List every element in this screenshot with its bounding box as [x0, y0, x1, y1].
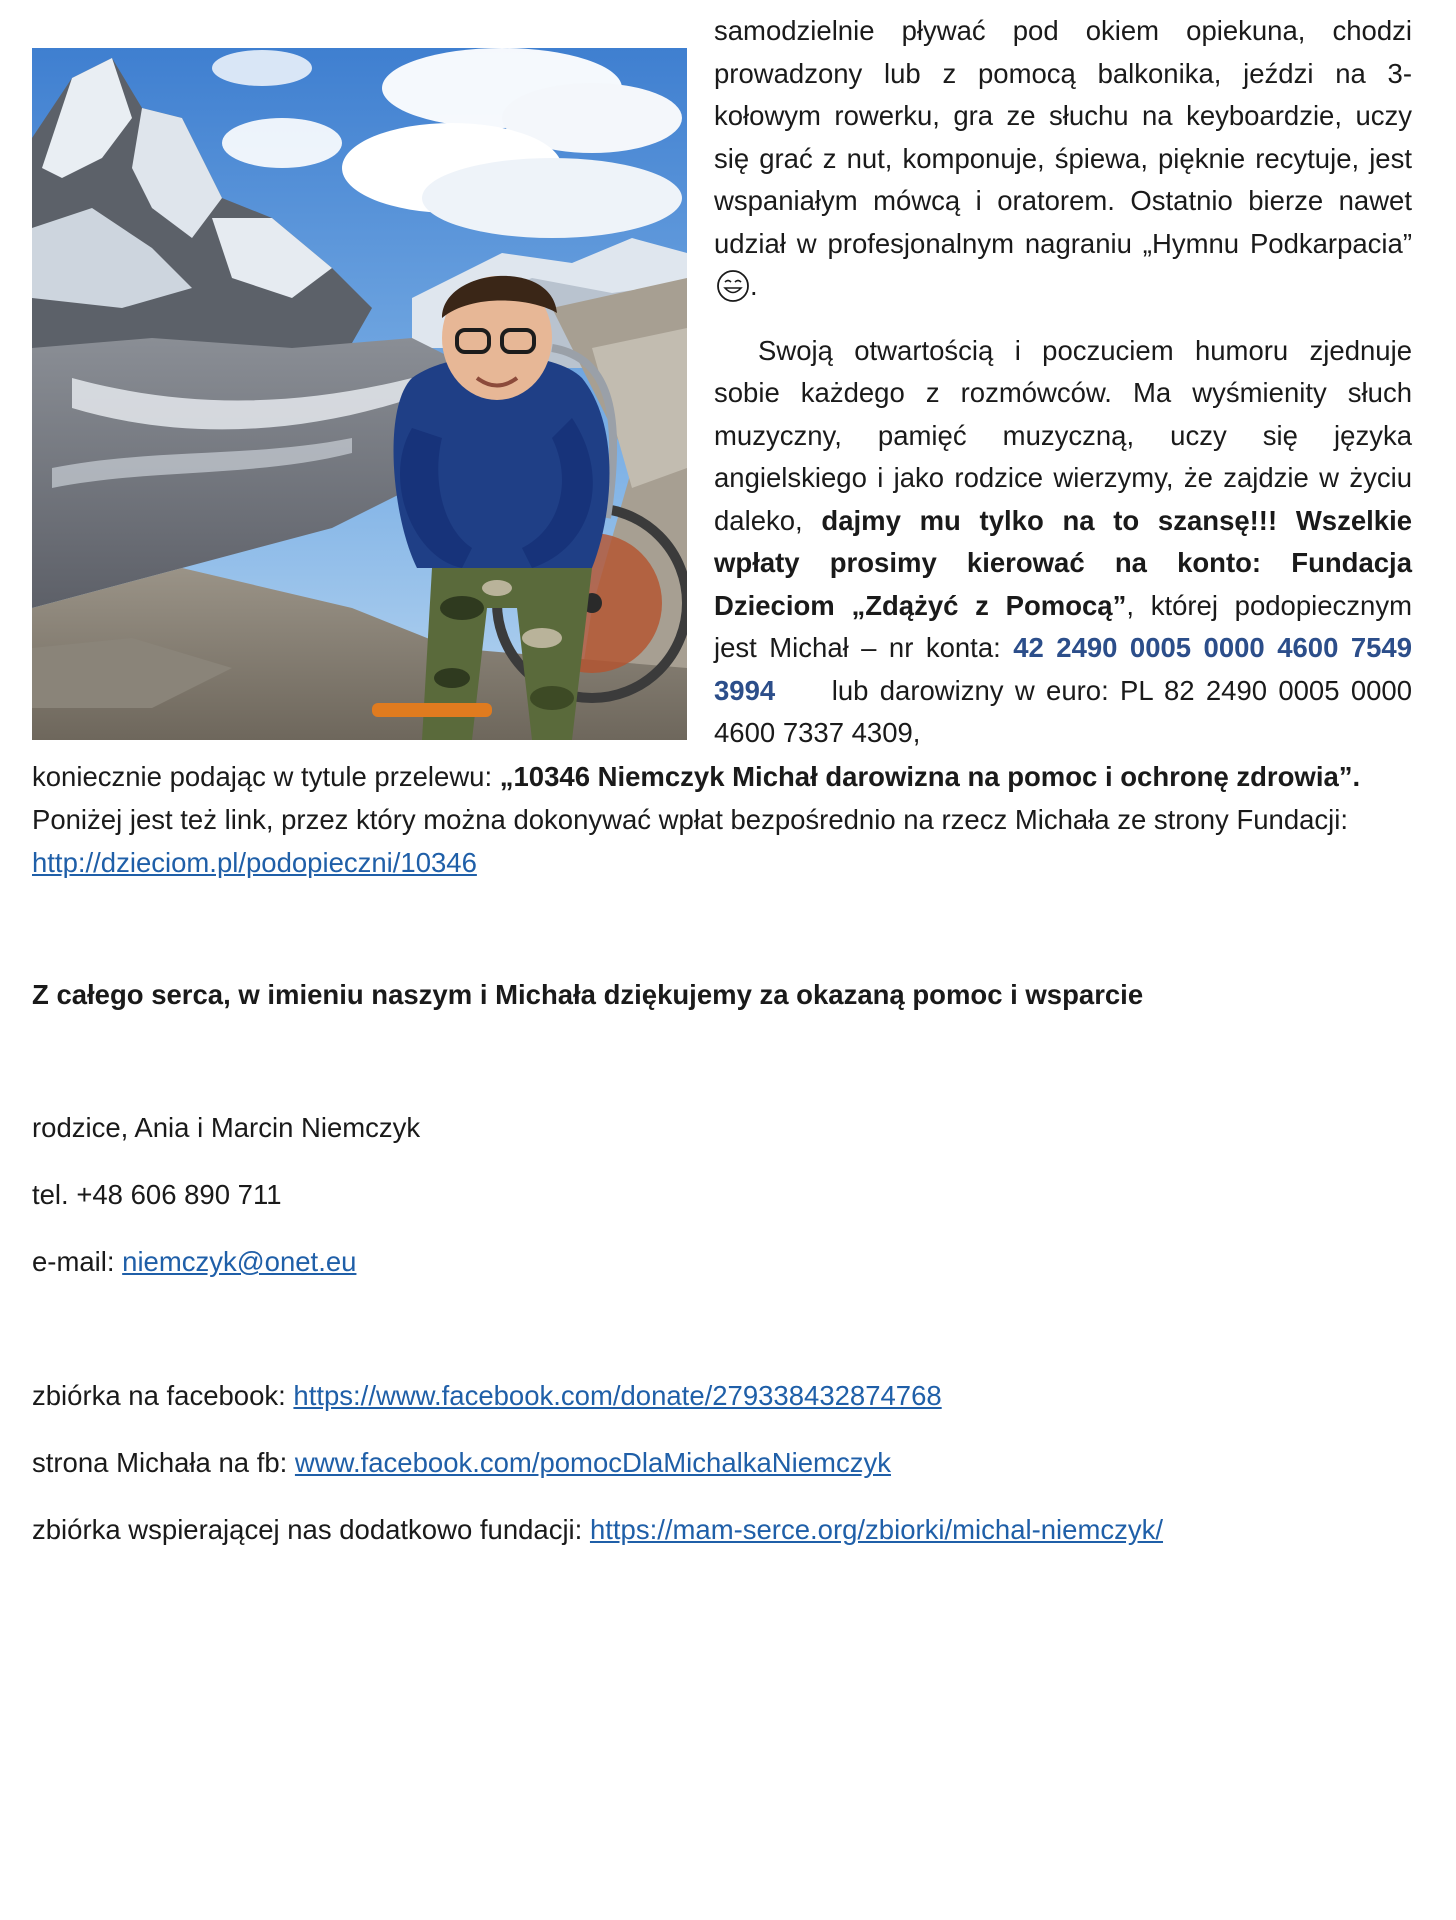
parents-name: rodzice, Ania i Marcin Niemczyk: [32, 1112, 421, 1143]
paragraph-activities-text: samodzielnie pływać pod okiem opiekuna, chodzi prowadzony lub z pomocą balkonika, jeździ na 3- kołowym rowerku, gra ze słuchu na keyboardzie, uczy się grać z nut, komponuje, śpiewa, pięknie recytuje, jest wspaniałym mówcą i oratorem. Ostatnio bierze nawet udział w profesjonalnym nagraniu „Hymnu Podkarpacia”: [714, 15, 1412, 259]
email-label: e-mail:: [32, 1246, 115, 1277]
photo-image-icon: [32, 48, 687, 740]
donation-call-bold: dajmy mu tylko na to szansę!!! Wszelkie wpłaty prosimy kierować na konto: Fundacja Dzieciom „Zdążyć z Pomocą”: [714, 504, 1412, 621]
facebook-fundraiser-line: [32, 1375, 1414, 1418]
paragraph-donations: [714, 330, 1412, 755]
transfer-title-line: [32, 756, 1414, 799]
paragraph-activities: [714, 10, 1412, 308]
paragraph-donations-intro: Swoją otwartością i poczuciem humoru zjednuje sobie każdego z rozmówców. Ma wyśmienity słuch muzyczny, pamięć muzyczną, uczy się języka angielskiego i jako rodzice wierzymy, że zajdzie w życiu daleko,: [714, 334, 1412, 536]
phone-number: tel. +48 606 890 711: [32, 1179, 282, 1210]
foundation-link-intro: Poniżej jest też link, przez który można dokonywać wpłat bezpośrednio na rzecz Michała ze strony Fundacji:: [32, 804, 1349, 835]
smiling-face-emoji-icon: [716, 269, 750, 303]
bank-account-number: 42 2490 0005 0000 4600 7549 3994: [714, 632, 1413, 706]
facebook-page-line: [32, 1442, 1414, 1485]
thanks-heading: Z całego serca, w imieniu naszym i Michała dziękujemy za okazaną pomoc i wsparcie: [32, 979, 1144, 1010]
side-text-column: [714, 10, 1412, 755]
mam-serce-label: zbiórka wspierającej nas dodatkowo fundacji:: [32, 1514, 583, 1545]
foundation-link[interactable]: http://dzieciom.pl/podopieczni/10346: [32, 847, 477, 878]
facebook-fundraiser-label: zbiórka na facebook:: [32, 1380, 286, 1411]
boy-wheelchair-photo: [32, 48, 687, 740]
email-link[interactable]: niemczyk@onet.eu: [122, 1246, 357, 1277]
paragraph-activities-end: .: [750, 270, 758, 301]
euro-account-text: lub darowizny w euro: PL 82 2490 0005 0000 4600 7337 4309,: [714, 674, 1413, 748]
facebook-page-label: strona Michała na fb:: [32, 1447, 288, 1478]
paragraph-donations-mid: , której podopiecznym jest Michał – nr konta:: [714, 589, 1412, 663]
foundation-link-line: [32, 842, 1414, 885]
mam-serce-link[interactable]: https://mam-serce.org/zbiorki/michal-niemczyk/: [589, 1514, 1164, 1545]
facebook-page-link[interactable]: www.facebook.com/pomocDlaMichalkaNiemczyk: [294, 1447, 891, 1478]
transfer-title-prefix: koniecznie podając w tytule przelewu:: [32, 761, 493, 792]
transfer-title-bold: „10346 Niemczyk Michał darowizna na pomoc i ochronę zdrowia”.: [499, 761, 1361, 792]
facebook-fundraiser-link[interactable]: https://www.facebook.com/donate/279338432874768: [293, 1380, 942, 1411]
mam-serce-line: [32, 1509, 1414, 1552]
email-line: [32, 1241, 1414, 1284]
